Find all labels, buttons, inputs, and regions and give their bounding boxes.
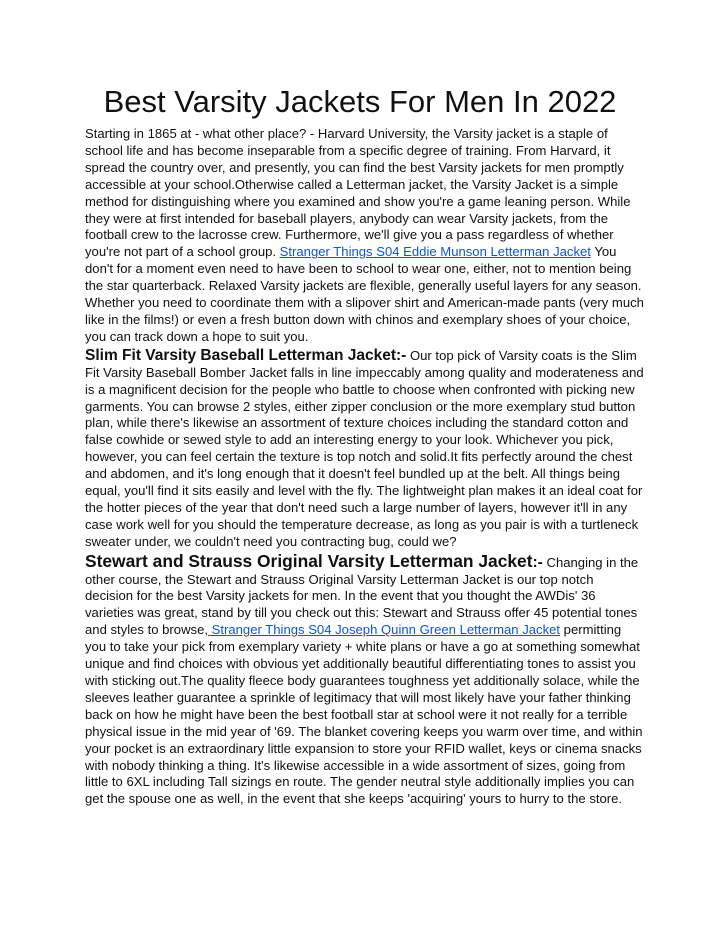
stewart-strauss-text-before-link: the other course, the Stewart and Strauss Original Varsity Letterman Jacket is our top notch decision for the best Varsity jackets for men. In the event that you thought the AWDis' 36 varieties was great, stand by till you check out this: Stewart and Strauss offer 45 potential tones and styles to browse, bbox=[85, 554, 639, 638]
article-body bbox=[85, 126, 645, 808]
slim-fit-section-paragraph bbox=[85, 348, 645, 551]
stewart-strauss-heading-suffix: :- bbox=[532, 553, 543, 571]
slim-fit-heading-continuation: Our top pick of Varsity coats is the bbox=[406, 347, 608, 363]
slim-fit-text: Slim Fit Varsity Baseball Bomber Jacket falls in line impeccably among quality and moderateness and is a magnificent decision for the people who battle to choose when confronted with picking new garments. You can browse 2 styles, either zipper conclusion or the more exemplary stud button plan, while there's likewise an assortment of texture choices including the standard cotton and false cowhide or sewed style to add an interesting energy to your look. Whichever you pick, however, you can feel certain the texture is top notch and solid.It fits perfectly around the chest and abdomen, and it's long enough that it doesn't feel bundled up at the belt. All things being equal, you'll find it sits easily and level with the fly. The lightweight plan makes it an ideal coat for the hotter pieces of the year that don't need such a large number of layers, however it'll in any case work well for you should the temperature decrease, as long as you pair is with a turtleneck sweater under, we couldn't need you contracting bug, could we? bbox=[85, 347, 644, 549]
page-title: Best Varsity Jackets For Men In 2022 bbox=[103, 84, 617, 119]
slim-fit-heading: Slim Fit Varsity Baseball Letterman Jacket:- bbox=[85, 346, 407, 364]
intro-text-after-link: You don't for a moment even need to have been to school to wear one, either, not to mention being the star quarterback. Relaxed Varsity jackets are flexible, generally useful layers for any season. Whether you need to coordinate them with a slipover shirt and American-made pants (very much like in the films!) or even a fresh button down with chinos and exemplary shoes of your choice, you can track down a hope to suit you. bbox=[85, 244, 644, 344]
stewart-strauss-text-after-link: permitting you to take your pick from exemplary variety + white plans or have a go at something somewhat unique and find choices with obvious yet additionally beautiful differentiating tones to assist you with sticking out.The quality fleece body guarantees toughness yet additionally solace, while the sleeves leather guarantee a sprinkle of legitimacy that will most likely have your father thinking back on how he might have been the best football star at school were it not really for a terrible physical issue in the mid year of '69. The blanket covering keeps you warm over time, and within your pocket is an extraordinary little expansion to store your RFID wallet, keys or cinema snacks with nobody thinking a thing. It's likewise accessible in a wide assortment of sizes, going from little to 6XL including Tall sizings en route. The gender neutral style additionally implies you can get the spouse one as well, in the event that she keeps 'acquiring' yours to hurry to the store. bbox=[85, 622, 643, 807]
stewart-strauss-section-paragraph bbox=[85, 550, 645, 809]
joseph-quinn-jacket-link[interactable]: Stranger Things S04 Joseph Quinn Green Letterman Jacket bbox=[208, 622, 561, 638]
stewart-strauss-heading: Stewart and Strauss Original Varsity Letterman Jacket bbox=[85, 550, 533, 571]
intro-paragraph bbox=[85, 126, 645, 346]
eddie-munson-jacket-link[interactable]: Stranger Things S04 Eddie Munson Letterman Jacket bbox=[279, 244, 591, 260]
intro-text-before-link: Starting in 1865 at - what other place? - Harvard University, the Varsity jacket is a staple of school life and has become inseparable from a specific degree of training. From Harvard, it spread the country over, and presently, you can find the best Varsity jackets for men promptly accessible at your school.Otherwise called a Letterman jacket, the Varsity Jacket is a simple method for distinguishing where you examined and show you're a game leaning person. While they were at first intended for baseball players, anybody can wear Varsity jackets, from the football crew to the lacrosse crew. Furthermore, we'll give you a pass regardless of whether you're not part of a school group. bbox=[85, 126, 631, 260]
stewart-strauss-heading-continuation: Changing in bbox=[542, 554, 617, 570]
